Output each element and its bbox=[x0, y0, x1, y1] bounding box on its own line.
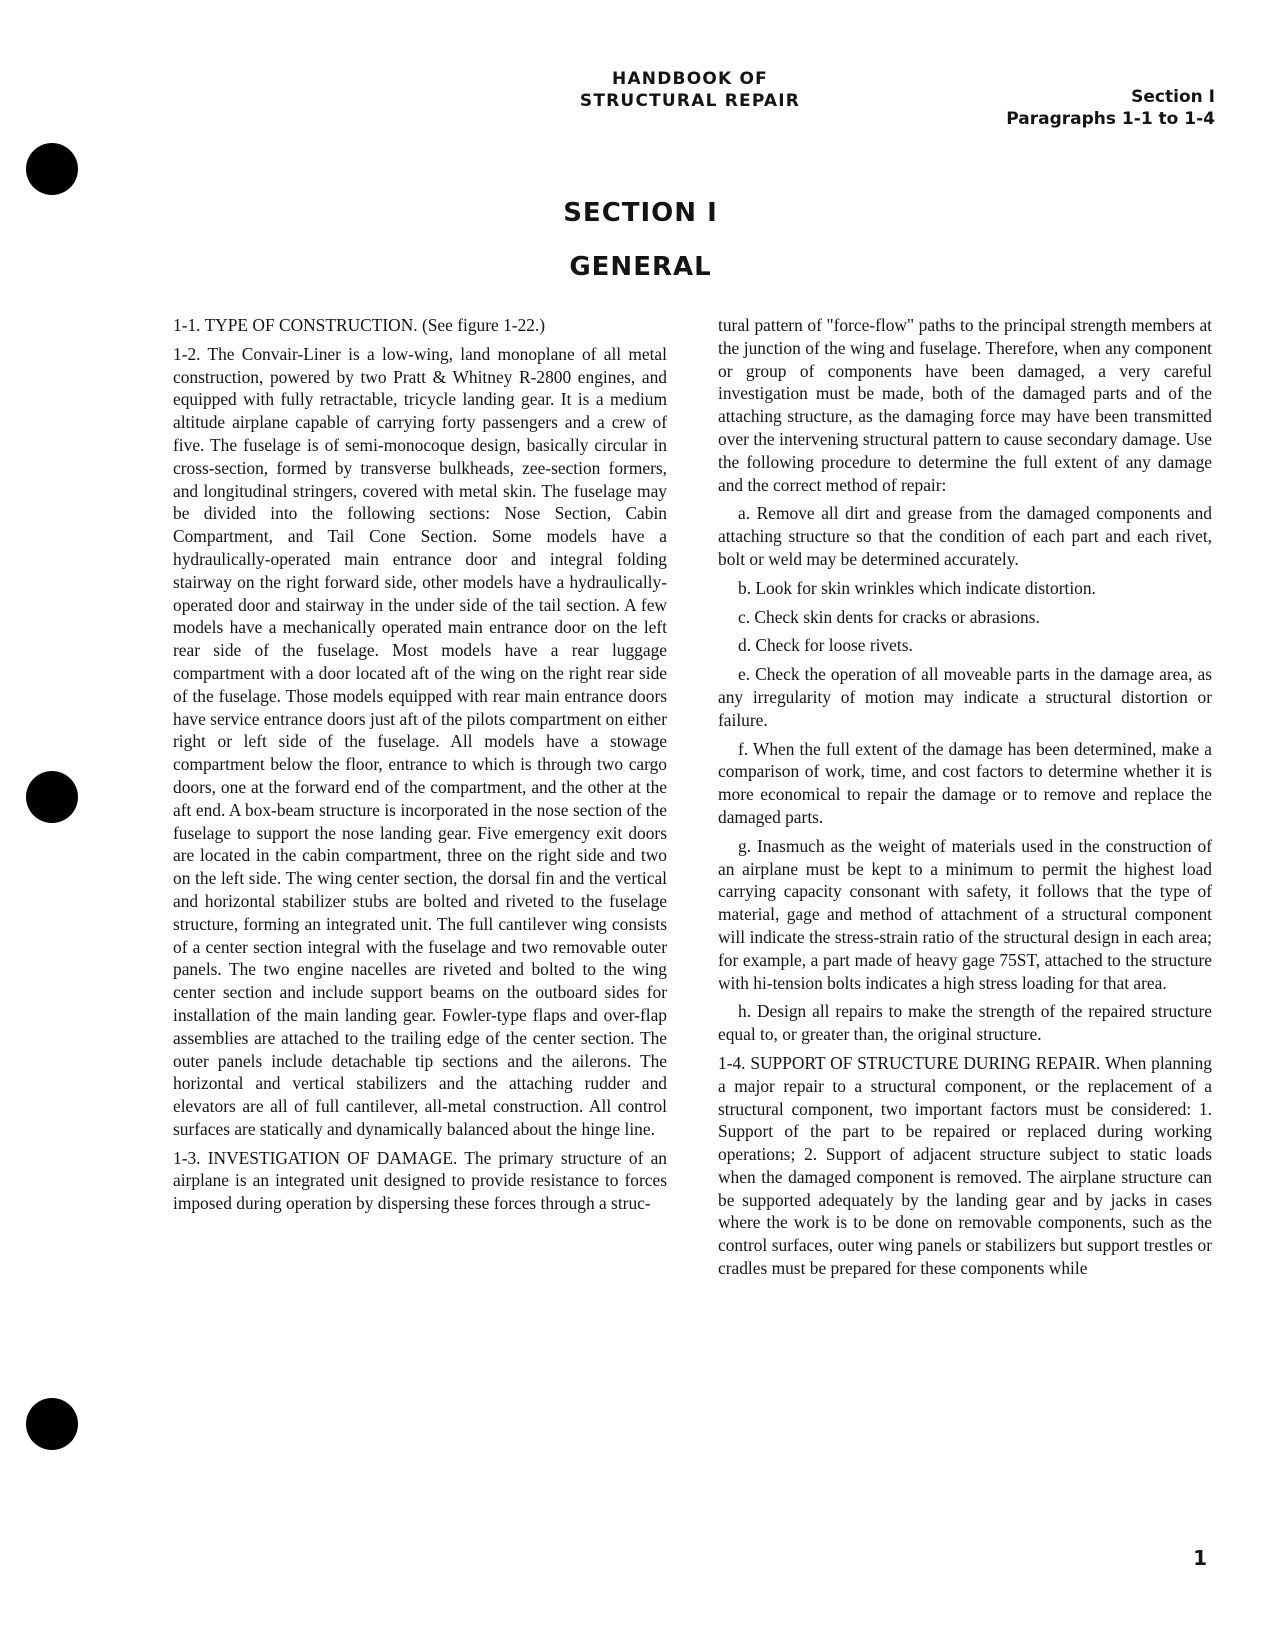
right-column bbox=[718, 314, 1212, 1286]
section-reference-line2: Paragraphs 1-1 to 1-4 bbox=[1006, 109, 1215, 129]
left-column bbox=[173, 314, 667, 1221]
procedure-item-a: a. Remove all dirt and grease from the damaged components and attaching structure so that the condition of each part and each rivet, bolt or weld may be determined accurately. bbox=[718, 503, 1212, 569]
handbook-title-line2: STRUCTURAL REPAIR bbox=[579, 91, 801, 111]
handbook-title-line1: HANDBOOK OF bbox=[612, 69, 768, 89]
page-number: 1 bbox=[1193, 1546, 1207, 1570]
procedure-item-h: h. Design all repairs to make the strength of the repaired structure equal to, or greater than, the original structure. bbox=[718, 1001, 1212, 1045]
paragraph-1-4: 1-4. SUPPORT OF STRUCTURE DURING REPAIR. When planning a major repair to a structural component, or the replacement of a structural component, two important factors must be considered: 1. Support of the part to be repaired or replaced during working operations; 2. Support of adjacent structure subject to static loads when the damaged component is removed. The airplane structure can be supported adequately by the landing gear and by jacks in cases where the work is to be done on removable components, such as the control surfaces, outer wing panels or stabilizers but support trestles or cradles must be prepared for these components while bbox=[718, 1052, 1212, 1279]
paragraph-1-3: 1-3. INVESTIGATION OF DAMAGE. The primary structure of an airplane is an integrated unit designed to provide resistance to forces imposed during operation by dispersing these forces through a struc- bbox=[173, 1147, 667, 1214]
section-title: SECTION I bbox=[563, 198, 718, 228]
binder-hole-bottom bbox=[26, 1398, 78, 1450]
section-reference-line1: Section I bbox=[1131, 87, 1215, 107]
procedure-item-g: g. Inasmuch as the weight of materials used in the construction of an airplane must be kept to a minimum to permit the highest load carrying capacity consonant with safety, it follows that the type of material, gage and method of attachment of a structural component will indicate the stress-strain ratio of the structural design in each area; for example, a part made of heavy gage 75ST, attached to the structure with hi-tension bolts indicates a high stress loading for that area. bbox=[718, 835, 1212, 993]
section-reference bbox=[1006, 86, 1215, 130]
paragraph-1-1: 1-1. TYPE OF CONSTRUCTION. (See figure 1-22.) bbox=[173, 315, 546, 335]
handbook-title bbox=[560, 68, 820, 112]
binder-hole-top bbox=[26, 143, 78, 195]
procedure-item-e: e. Check the operation of all moveable parts in the damage area, as any irregularity of motion may indicate a structural distortion or failure. bbox=[718, 664, 1212, 730]
paragraph-1-2: 1-2. The Convair-Liner is a low-wing, land monoplane of all metal construction, powered by two Pratt & Whitney R-2800 engines, and equipped with fully retractable, tricycle landing gear. It is a medium altitude airplane capable of carrying forty passengers and a crew of five. The fuselage is of semi-monocoque design, basically circular in cross-section, formed by transverse bulkheads, zee-section formers, and longitudinal stringers, covered with metal skin. The fuselage may be divided into the following sections: Nose Section, Cabin Compartment, and Tail Cone Section. Some models have a hydraulically-operated main entrance door and integral folding stairway on the right forward side, other models have a hydraulically-operated door and stairway in the under side of the tail section. A few models have a mechanically operated main entrance door on the left rear side of the fuselage. Most models have a rear luggage compartment with a door located aft of the wing on the right rear side of the fuselage. Those models equipped with rear main entrance doors have service entrance doors just aft of the pilots compartment on either right or left side of the fuselage. All models have a stowage compartment below the floor, entrance to which is through two cargo doors, one at the forward end of the compartment, and the other at the aft end. A box-beam structure is incorporated in the nose section of the fuselage to support the nose landing gear. Five emergency exit doors are located in the cabin compartment, three on the right side and two on the left side. The wing center section, the dorsal fin and the vertical and horizontal stabilizer stubs are bolted and riveted to the fuselage structure, forming an integrated unit. The full cantilever wing consists of a center section integral with the fuselage and two removable outer panels. The two engine nacelles are riveted and bolted to the wing center section and include support beams on the outboard sides for installation of the main landing gear. Fowler-type flaps and over-flap assemblies are attached to the trailing edge of the center section. The outer panels include detachable tip sections and the ailerons. The horizontal and vertical stabilizers and the attaching rudder and elevators are all of full cantilever, all-metal construction. All control surfaces are statically and dynamically balanced about the hinge line. bbox=[173, 343, 668, 1139]
section-subtitle: GENERAL bbox=[569, 252, 712, 282]
procedure-item-c: c. Check skin dents for cracks or abrasions. bbox=[738, 606, 1040, 627]
procedure-item-d: d. Check for loose rivets. bbox=[738, 635, 913, 656]
procedure-item-f: f. When the full extent of the damage has been determined, make a comparison of work, time, and cost factors to determine whether it is more economical to repair the damage or to remove and replace the damaged parts. bbox=[718, 738, 1212, 827]
binder-hole-middle bbox=[26, 771, 78, 823]
paragraph-1-3-continuation: tural pattern of "force-flow" paths to the principal strength members at the junction of the wing and fuselage. Therefore, when any component or group of components have been damaged, a very careful investigation must be made, both of the damaged parts and of the attaching structure, as the damaging force may have been transmitted over the intervening structural pattern to cause secondary damage. Use the following procedure to determine the full extent of any damage and the correct method of repair: bbox=[718, 315, 1212, 495]
procedure-item-b: b. Look for skin wrinkles which indicate distortion. bbox=[738, 577, 1096, 598]
